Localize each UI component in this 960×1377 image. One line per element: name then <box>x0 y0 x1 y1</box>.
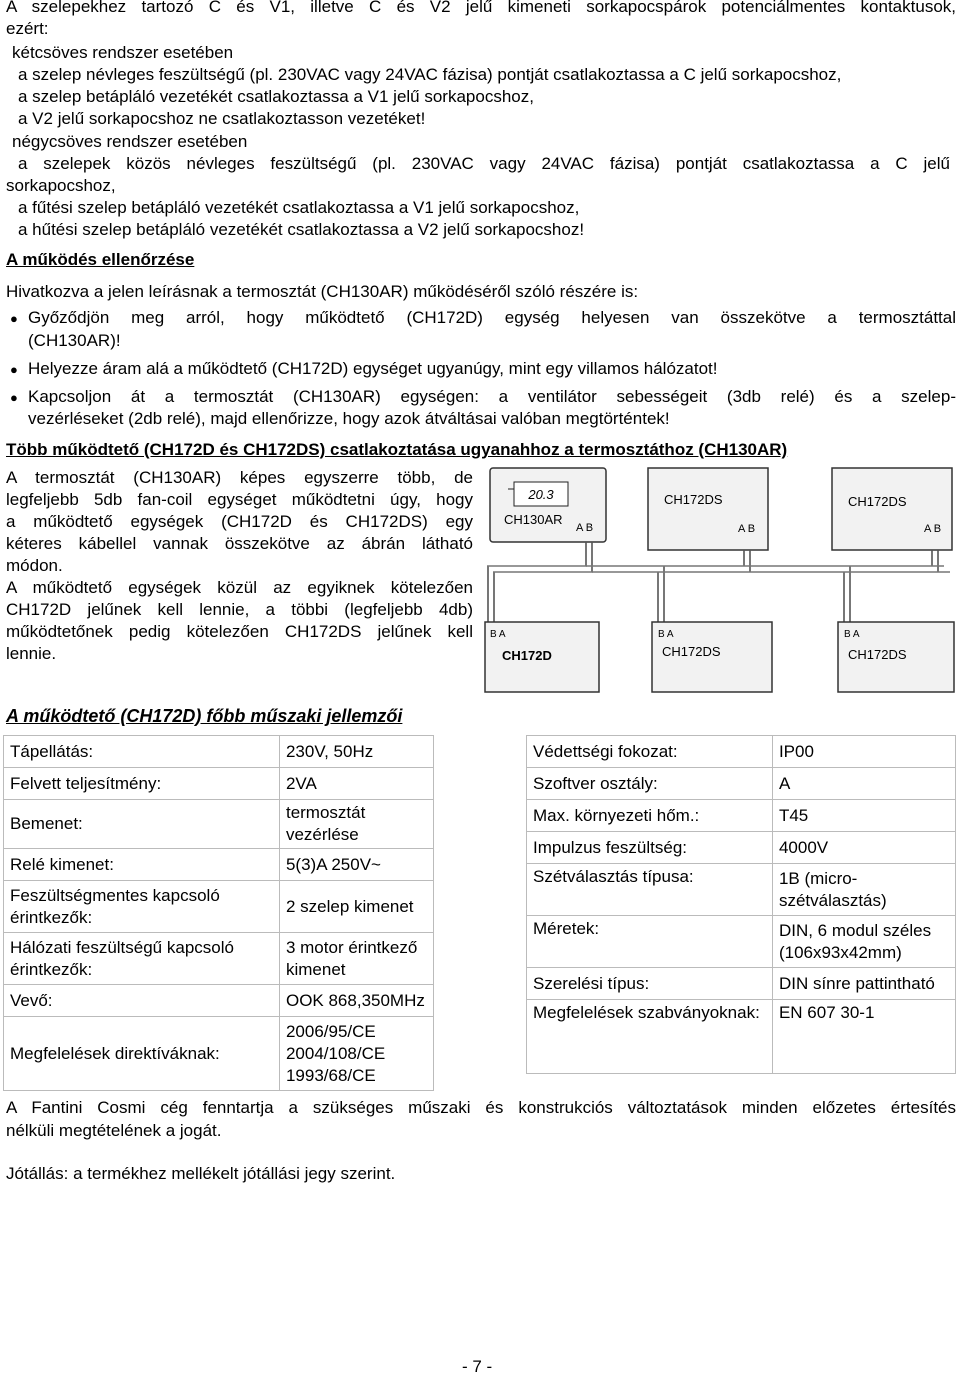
spec-value: 3 motor érintkező kimenet <box>279 933 433 985</box>
spec-label: Védettségi fokozat: <box>527 736 773 768</box>
bottom-unit-2-label: CH172DS <box>662 644 721 659</box>
multi-p2-line: lennie. <box>6 644 57 663</box>
spec-label: Tápellátás: <box>4 736 280 768</box>
spec-label: Max. környezeti hőm.: <box>527 800 773 832</box>
top-unit-2-label: CH172DS <box>848 494 907 509</box>
spec-value: 2 szelep kimenet <box>279 881 433 933</box>
table-row <box>527 736 956 768</box>
top-unit-1-ab: A B <box>738 523 756 535</box>
spec-value: IP00 <box>772 736 955 768</box>
bullet-icon: ● <box>10 311 18 326</box>
wiring-diagram <box>482 462 956 694</box>
spec-value: 1B (micro-szétválasztás) <box>772 864 955 916</box>
intro-line-1: A szelepekhez tartozó C és V1, illetve C és V2 jelű kimeneti sorkapocspárok potenciálmentes kontaktusok, <box>6 0 956 16</box>
spec-label: Vevő: <box>4 985 280 1017</box>
intro-line-2: ezért: <box>6 19 49 38</box>
top-unit-1-label: CH172DS <box>664 492 723 507</box>
notice-line-1: A Fantini Cosmi cég fenntartja a szükséges műszaki és konstrukciós változtatások minden előzetes értesítés <box>6 1098 956 1117</box>
bus-cable <box>488 542 950 622</box>
multi-p1-line: módon. <box>6 556 63 575</box>
table-row <box>527 800 956 832</box>
table-row <box>4 1017 434 1091</box>
bottom-unit-1-ba: B A <box>490 629 506 640</box>
table-row <box>4 768 434 800</box>
bottom-unit-2-ba: B A <box>658 629 674 640</box>
spec-value: DIN, 6 modul széles (106x93x42mm) <box>772 916 955 968</box>
spec-value: 230V, 50Hz <box>279 736 433 768</box>
table-row <box>4 800 434 849</box>
bottom-unit-2 <box>652 622 772 692</box>
check-title: A működés ellenőrzése <box>6 250 195 269</box>
multi-p1-line: a működtető egységek (CH172D és CH172DS) egy <box>6 512 473 531</box>
table-row <box>527 768 956 800</box>
four-pipe-line-2: a fűtési szelep betápláló vezetékét csatlakoztassa a V1 jelű sorkapocshoz, <box>18 198 580 217</box>
spec-label: Megfelelések direktíváknak: <box>4 1017 280 1091</box>
thermostat-device <box>490 468 606 542</box>
page-number: - 7 - <box>462 1357 493 1376</box>
spec-label: Szoftver osztály: <box>527 768 773 800</box>
bottom-unit-1-label: CH172D <box>502 648 552 663</box>
spec-value: 5(3)A 250V~ <box>279 849 433 881</box>
check-bullet-1a: Győződjön meg arról, hogy működtető (CH172D) egység helyesen van összekötve a termosztáttal <box>28 308 956 327</box>
bottom-unit-3-ba: B A <box>844 629 860 640</box>
multi-title: Több működtető (CH172D és CH172DS) csatlakoztatása ugyanahhoz a termosztáthoz (CH130AR) <box>6 440 788 459</box>
spec-label: Bemenet: <box>4 800 280 849</box>
bottom-unit-3 <box>838 622 954 692</box>
multi-p2-line: A működtető egységek közül az egyiknek kötelezően <box>6 578 473 597</box>
two-pipe-line-2: a szelep betápláló vezetékét csatlakoztassa a V1 jelű sorkapocshoz, <box>18 87 534 106</box>
check-bullet-2: Helyezze áram alá a működtető (CH172D) egységet ugyanúgy, mint egy villamos hálózatot! <box>28 359 718 378</box>
spec-label: Relé kimenet: <box>4 849 280 881</box>
table-row <box>4 881 434 933</box>
bullet-icon: ● <box>10 390 18 405</box>
bottom-unit-1 <box>485 622 599 692</box>
table-row <box>4 736 434 768</box>
spec-value: 4000V <box>772 832 955 864</box>
two-pipe-line-1: a szelep névleges feszültségű (pl. 230VAC vagy 24VAC fázisa) pontját csatlakoztassa a C jelű sorkapocshoz, <box>18 65 842 84</box>
bullet-icon: ● <box>10 362 18 377</box>
specs-title: A működtető (CH172D) főbb műszaki jellemzői <box>6 706 403 726</box>
spec-value: A <box>772 768 955 800</box>
spec-label: Szétválasztás típusa: <box>527 864 773 916</box>
bottom-unit-3-label: CH172DS <box>848 647 907 662</box>
spec-value: termosztát vezérlése <box>279 800 433 849</box>
table-row <box>527 1000 956 1074</box>
spec-label: Feszültségmentes kapcsoló érintkezők: <box>4 881 280 933</box>
multi-p1-line: A termosztát (CH130AR) képes egyszerre több, de <box>6 468 473 487</box>
spec-label: Megfelelések szabványoknak: <box>527 1000 773 1074</box>
four-pipe-line-1b: sorkapocshoz, <box>6 176 116 195</box>
table-row <box>4 849 434 881</box>
check-bullet-3b: vezérléseket (2db relé), majd ellenőrizze, hogy azok átváltásai valóban megtörténtek! <box>28 409 670 428</box>
multi-p1-line: legfeljebb 5db fan-coil egységet működtetni úgy, hogy <box>6 490 473 509</box>
thermostat-display: 20.3 <box>528 487 554 502</box>
multi-p2-line: CH172D jelűnek kell lennie, a többi (legfeljebb 4db) <box>6 600 473 619</box>
table-row <box>527 832 956 864</box>
two-pipe-line-3: a V2 jelű sorkapocshoz ne csatlakoztasson vezetéket! <box>18 109 426 128</box>
top-unit-2-ab: A B <box>924 523 942 535</box>
notice-line-2: nélküli megtételének a jogát. <box>6 1121 222 1140</box>
table-row <box>527 864 956 916</box>
table-row <box>4 933 434 985</box>
table-row <box>527 968 956 1000</box>
specs-table-left <box>3 735 434 1091</box>
multi-p2-line: működtetőnek pedig kötelezően CH172DS jelűnek kell <box>6 622 473 641</box>
spec-label: Szerelési típus: <box>527 968 773 1000</box>
check-bullet-1b: (CH130AR)! <box>28 331 121 350</box>
top-unit-1 <box>648 468 768 550</box>
spec-value: DIN sínre pattintható <box>772 968 955 1000</box>
spec-label: Felvett teljesítmény: <box>4 768 280 800</box>
thermostat-ab: A B <box>576 522 594 534</box>
spec-value: OOK 868,350MHz <box>279 985 433 1017</box>
table-row <box>527 916 956 968</box>
spec-label: Hálózati feszültségű kapcsoló érintkezők: <box>4 933 280 985</box>
spec-label: Impulzus feszültség: <box>527 832 773 864</box>
spec-value: 2006/95/CE 2004/108/CE 1993/68/CE <box>279 1017 433 1091</box>
spec-value: T45 <box>772 800 955 832</box>
table-row <box>4 985 434 1017</box>
specs-table-right <box>526 735 956 1074</box>
warranty-text: Jótállás: a termékhez mellékelt jótállási jegy szerint. <box>6 1164 396 1183</box>
spec-label: Méretek: <box>527 916 773 968</box>
spec-value: EN 607 30-1 <box>772 1000 955 1074</box>
four-pipe-line-1: a szelepek közös névleges feszültségű (pl. 230VAC vagy 24VAC fázisa) pontját csatlakoztassa a C jelű <box>18 154 950 173</box>
thermostat-label: CH130AR <box>504 512 563 527</box>
spec-value: 2VA <box>279 768 433 800</box>
check-intro: Hivatkozva a jelen leírásnak a termosztát (CH130AR) működéséről szóló részére is: <box>6 282 639 301</box>
multi-p1-line: kéteres kábellel vannak összekötve az ábrán látható <box>6 534 473 553</box>
check-bullet-3a: Kapcsoljon át a termosztát (CH130AR) egységen: a ventilátor sebességeit (3db relé) és a szelep- <box>28 387 956 406</box>
four-pipe-line-3: a hűtési szelep betápláló vezetékét csatlakoztassa a V2 jelű sorkapocshoz! <box>18 220 585 239</box>
top-unit-2 <box>832 468 952 550</box>
two-pipe-label: kétcsöves rendszer esetében <box>12 43 234 62</box>
four-pipe-label: négycsöves rendszer esetében <box>12 132 248 151</box>
